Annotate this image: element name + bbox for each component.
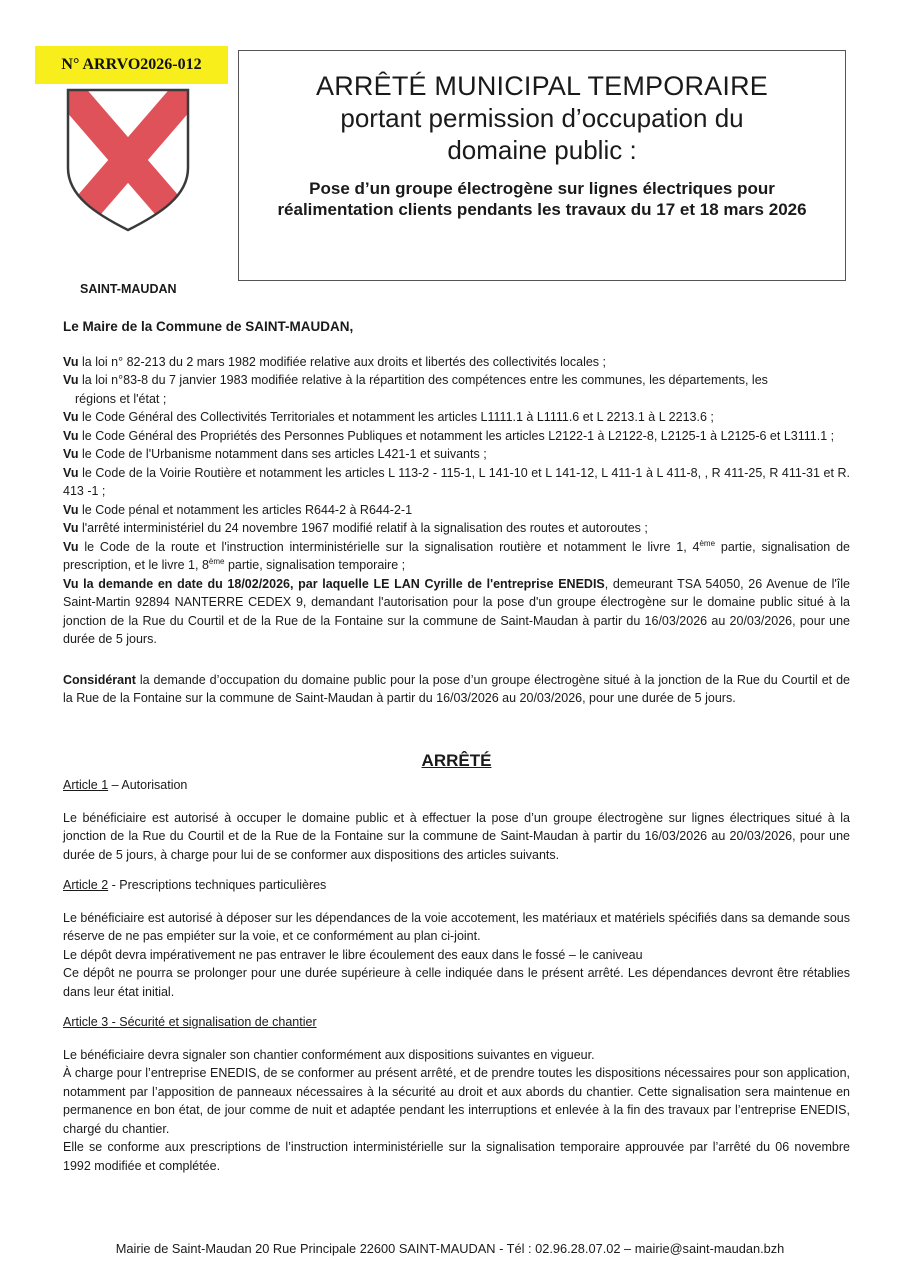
vu-text: la loi n°83-8 du 7 janvier 1983 modifiée relative à la répartition des compétences entre les communes, les départements, les [78, 373, 768, 387]
reference-number: N° ARRVO2026-012 [61, 56, 202, 73]
article-paragraph: À charge pour l’entreprise ENEDIS, de se conformer au présent arrêté, et de prendre toutes les dispositions nécessaires pour son application, notamment par l’apposition de panneaux nécessaires à la sécurité au droit et aux abords du chantier. Cette signalisation sera maintenue en permanence en bon état, de jour comme de nuit et adaptée pendant les interruptions et enlevée à la fin des travaux par l’entreprise ENEDIS, chargé du chantier. [63, 1066, 850, 1136]
article-1-body [63, 809, 850, 865]
title-line-3: domaine public : [447, 135, 637, 165]
commune-coat-of-arms [64, 86, 192, 234]
article-2-title [63, 876, 850, 895]
vu-list [63, 353, 850, 649]
title-line-2: portant permission d’occupation du [340, 103, 744, 133]
vu-item [63, 464, 850, 501]
article-paragraph: Elle se conforme aux prescriptions de l’instruction interministérielle sur la signalisation temporaire approuvée par l’arrêté du 06 novembre 1992 modifiée et complétée. [63, 1140, 850, 1173]
document-body [63, 318, 850, 1175]
vu-text: le Code Général des Collectivités Territoriales et notamment les articles L1111.1 à L1111.6 et L 2213.1 à L 2213.6 ; [78, 410, 714, 424]
vu-label: Vu [63, 502, 79, 517]
mayor-line: Le Maire de la Commune de SAINT-MAUDAN, [63, 319, 354, 334]
footer-address: Mairie de Saint-Maudan 20 Rue Principale 22600 SAINT-MAUDAN - Tél : 02.96.28.07.02 – mairie@saint-maudan.bzh [115, 1241, 785, 1256]
vu-item [63, 353, 850, 372]
vu-item [63, 501, 850, 520]
vu-text: partie, signalisation temporaire ; [224, 558, 406, 572]
vu-label: Vu [63, 373, 79, 387]
title-box [238, 50, 846, 281]
reference-badge [35, 46, 228, 84]
vu-demande-text: , demeurant TSA 54050, 26 Avenue de l'île Saint-Martin 92894 NANTERRE CEDEX 9, demandant l'autorisation pour la pose d'un groupe électrogène sur le domaine public situé à la jonction de la Rue du Courtil et de la Rue de la Fontaine sur la commune de Saint-Maudan à partir du 16/03/2026 au 20/03/2026, pour une durée de 5 jours. [63, 576, 850, 646]
article-1-title [63, 776, 850, 795]
vu-item [63, 371, 850, 390]
vu-text: partie, signalisation de prescription, et le livre 1, 8 [63, 539, 850, 572]
article-title-text: - Prescriptions techniques particulières [108, 878, 327, 892]
title-subject: Pose d’un groupe électrogène sur lignes électriques pour réalimentation clients pendants les travaux du 17 et 18 mars 2026 [277, 179, 807, 219]
article-3-title [63, 1013, 850, 1032]
article-number: Article 3 [63, 1015, 109, 1029]
vu-item [63, 427, 850, 446]
vu-item-code-route [63, 538, 850, 575]
vu-label: Vu [63, 465, 79, 480]
vu-text: la loi n° 82-213 du 2 mars 1982 modifiée relative aux droits et libertés des collectivités locales ; [78, 354, 607, 369]
considerant-paragraph [63, 671, 850, 708]
title-line-1: ARRÊTÉ MUNICIPAL TEMPORAIRE [316, 71, 768, 101]
article-number: Article 2 [63, 878, 109, 892]
vu-item-demande [63, 575, 850, 649]
vu-text: le Code Général des Propriétés des Personnes Publiques et notamment les articles L2122-1 à L2122-8, L2125-1 à L2125-6 et L3111.1 ; [78, 428, 835, 443]
considerant-text: la demande d’occupation du domaine public pour la pose d’un groupe électrogène situé à la jonction de la Rue du Courtil et de la Rue de la Fontaine sur la commune de Saint-Maudan à partir du 16/03/2026 au 20/03/2026, pour une durée de 5 jours. [63, 672, 850, 705]
vu-item [63, 519, 850, 538]
article-paragraph: Le bénéficiaire est autorisé à déposer sur les dépendances de la voie accotement, les matériaux et matériels spécifiés dans sa demande sous réserve de ne pas empiéter sur la voie, et ce conformément au plan ci-joint. [63, 910, 850, 943]
article-3-body [63, 1046, 850, 1176]
vu-label: Vu [63, 410, 79, 424]
article-paragraph: Le bénéficiaire est autorisé à occuper le domaine public et à effectuer la pose d’un groupe électrogène sur lignes électriques situé à la jonction de la Rue du Courtil et de la Rue de la Fontaine sur la commune de Saint-Maudan à partir du 16/03/2026 au 20/03/2026, pour une durée de 5 jours, à charge pour lui de se conformer aux dispositions des articles suivants. [63, 810, 850, 862]
vu-text: l'arrêté interministériel du 24 novembre 1967 modifié relatif à la signalisation des routes et autoroutes ; [78, 521, 648, 535]
vu-label: Vu [63, 521, 79, 535]
article-title-text: – Autorisation [108, 778, 188, 792]
arrete-heading: ARRÊTÉ [421, 750, 492, 770]
vu-item [63, 408, 850, 427]
vu-label: Vu [63, 447, 79, 461]
vu-label: Vu [63, 539, 79, 554]
vu-text: le Code de l'Urbanisme notamment dans ses articles L421-1 et suivants ; [78, 447, 487, 461]
considerant-label: Considérant [63, 672, 136, 687]
vu-text: le Code de la route et l'instruction interministérielle sur la signalisation routière et notamment le livre 1, 4 [78, 539, 700, 554]
vu-item [63, 445, 850, 464]
article-2-body [63, 909, 850, 1002]
vu-label: Vu [63, 428, 79, 443]
vu-demande-bold: Vu la demande en date du 18/02/2026, par laquelle LE LAN Cyrille de l'entreprise ENEDIS [63, 576, 605, 591]
vu-label: Vu [63, 354, 79, 369]
ordinal-superscript: ème [208, 556, 225, 566]
article-paragraph: Le bénéficiaire devra signaler son chantier conformément aux dispositions suivantes en vigueur. [63, 1047, 595, 1062]
commune-label: SAINT-MAUDAN [80, 282, 177, 296]
article-paragraph: Ce dépôt ne pourra se prolonger pour une durée supérieure à celle indiquée dans le présent arrêté. Les dépendances devront être rétablies dans leur état initial. [63, 966, 850, 999]
vu-text: le Code de la Voirie Routière et notamment les articles L 113-2 - 115-1, L 141-10 et L 141-12, L 411-1 à L 411-8, , R 411-25, R 411-31 et R. 413 -1 ; [63, 465, 850, 498]
article-number: Article 1 [63, 778, 109, 792]
article-paragraph: Le dépôt devra impérativement ne pas entraver le libre écoulement des eaux dans le fossé – le caniveau [63, 947, 643, 962]
ordinal-superscript: ème [699, 538, 716, 548]
vu-item-continuation: régions et l'état ; [75, 391, 167, 406]
article-title-text: - Sécurité et signalisation de chantier [108, 1015, 317, 1029]
vu-text: le Code pénal et notamment les articles R644-2 à R644-2-1 [78, 502, 413, 517]
